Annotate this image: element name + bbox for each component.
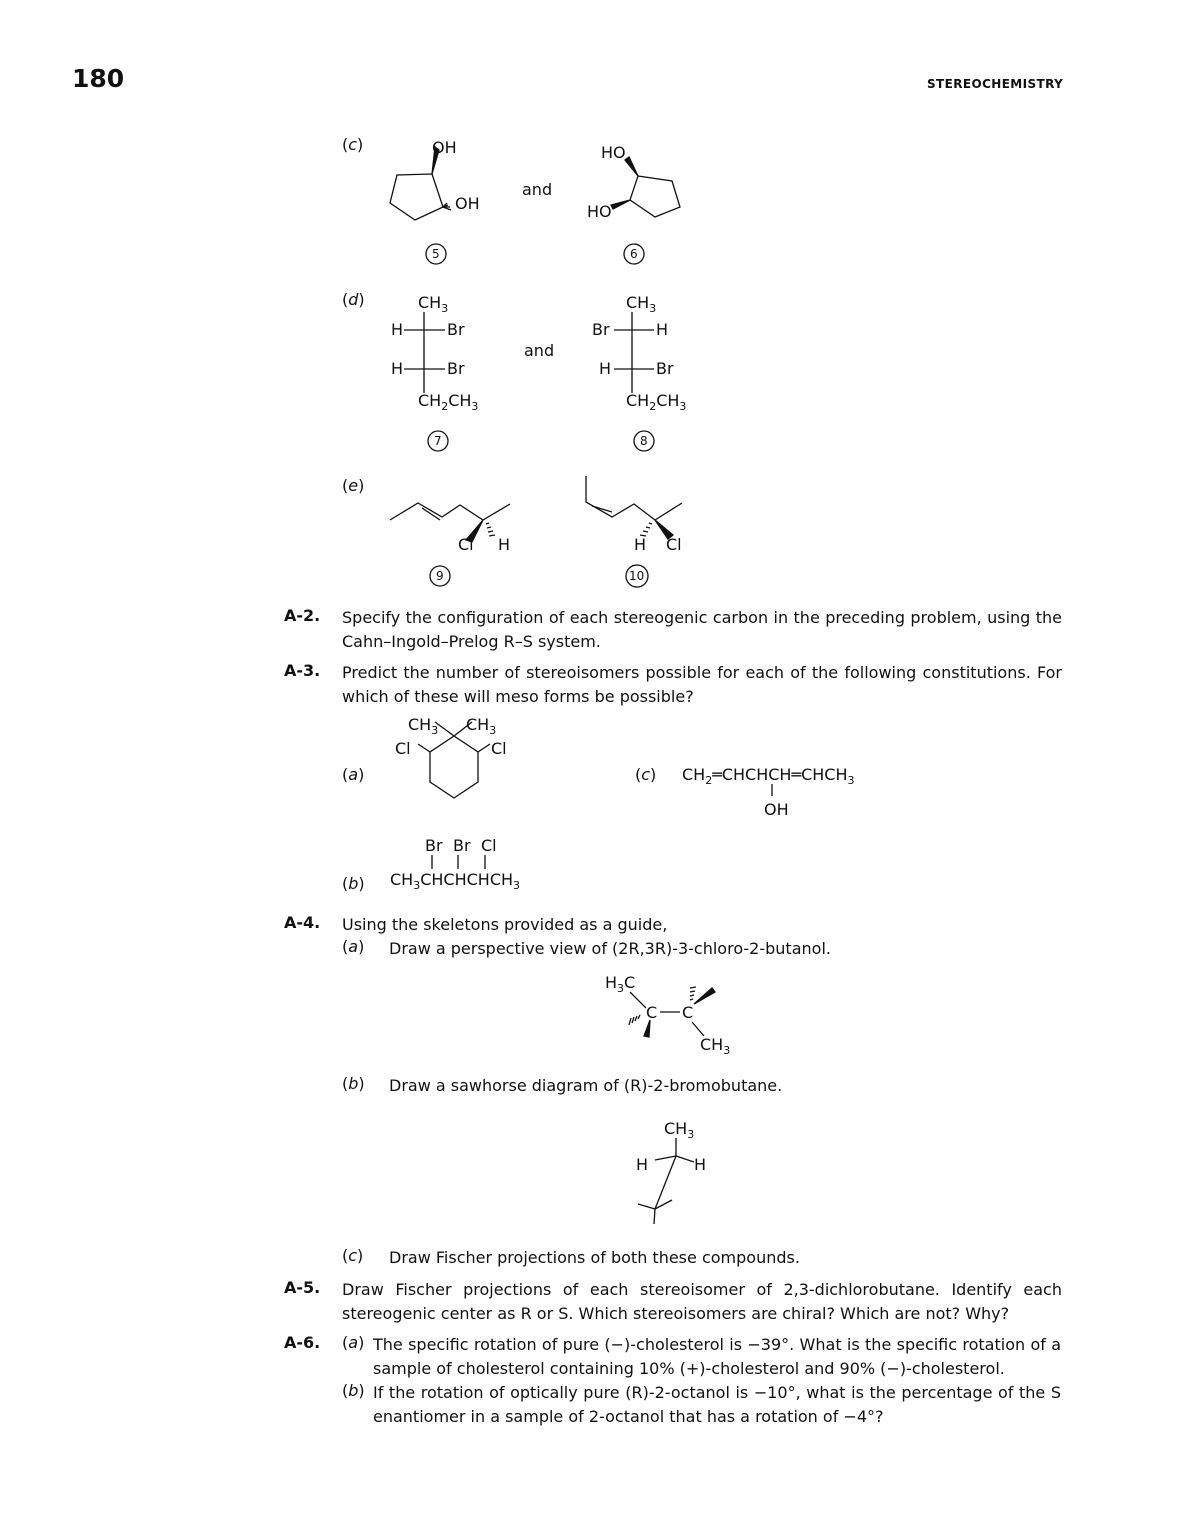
problem-a2-number: A-2. xyxy=(284,606,321,625)
part-d-label: (d) xyxy=(342,290,365,309)
chloro-hexene-9-structure xyxy=(388,490,528,560)
svg-text:C: C xyxy=(646,1003,658,1022)
svg-text:HO: HO xyxy=(601,143,626,162)
dichloro-dimethylcyclohexane-structure xyxy=(390,716,530,831)
part-e-label: (e) xyxy=(342,476,365,495)
svg-text:Br: Br xyxy=(447,320,465,339)
svg-text:OH: OH xyxy=(455,194,480,213)
a3-part-a-label: (a) xyxy=(342,765,365,784)
svg-text:H: H xyxy=(391,359,404,378)
running-header: STEREOCHEMISTRY xyxy=(927,77,1064,91)
compound-10-number xyxy=(624,564,650,588)
svg-text:6: 6 xyxy=(630,247,638,261)
svg-text:H: H xyxy=(498,535,511,554)
svg-text:CH3: $CH_3$ xyxy=(626,293,657,315)
a4-part-b-label: (b) xyxy=(342,1074,365,1093)
fischer-8-structure xyxy=(590,290,710,415)
problem-a5-number: A-5. xyxy=(284,1278,321,1297)
a4-part-a-label: (a) xyxy=(342,937,365,956)
a4-part-a-text: Draw a perspective view of (2R,3R)-3-chloro-2-butanol. xyxy=(389,939,831,958)
svg-text:OH: OH xyxy=(432,138,457,157)
svg-text:CH3: $CH_3$ xyxy=(466,715,497,737)
svg-text:H: H xyxy=(656,320,669,339)
svg-text:H: H xyxy=(636,1155,649,1174)
a6-part-a-text: The specific rotation of pure (−)-cholesterol is −39°. What is the specific rotation of a sample of cholesterol containing 10% (+)-cholesterol and 90% (−)-cholesterol. xyxy=(373,1335,1061,1378)
chloro-hexene-10-structure xyxy=(582,472,712,562)
problem-a6-number: A-6. xyxy=(284,1333,321,1352)
compound-9-number xyxy=(428,564,452,588)
a6-part-a-label: (a) xyxy=(342,1333,365,1352)
dibromo-chloropentane-formula xyxy=(388,834,558,899)
svg-text:Br: Br xyxy=(592,320,610,339)
perspective-skeleton xyxy=(600,970,750,1060)
problem-a3-text: Predict the number of stereoisomers possible for each of the following constitutions. For which of these will meso forms be possible? xyxy=(342,663,1062,706)
svg-text:10: 10 xyxy=(629,569,645,583)
svg-text:CH3: $CH_3$ xyxy=(700,1035,731,1057)
svg-text:HO: HO xyxy=(587,202,612,221)
svg-text:CH2CH3: $CH_2CH_3$ xyxy=(626,391,687,413)
problem-a4-number: A-4. xyxy=(284,913,321,932)
sawhorse-skeleton xyxy=(628,1114,718,1229)
svg-text:OH: OH xyxy=(764,800,789,819)
svg-text:Cl: Cl xyxy=(395,739,411,758)
fischer-7-structure xyxy=(388,290,508,415)
svg-text:CH3: $CH_3$ xyxy=(664,1119,695,1141)
svg-text:Cl: Cl xyxy=(666,535,682,554)
a3-part-c-label: (c) xyxy=(635,765,657,784)
svg-text:H: H xyxy=(694,1155,707,1174)
problem-a2-text: Specify the configuration of each stereogenic carbon in the preceding problem, using the Cahn–Ingold–Prelog R–S system. xyxy=(342,608,1062,651)
a3-part-b-label: (b) xyxy=(342,874,365,893)
a4-part-b-text: Draw a sawhorse diagram of (R)-2-bromobutane. xyxy=(389,1076,783,1095)
a4-part-c-label: (c) xyxy=(342,1246,364,1265)
svg-text:H3C: $H_3C$ xyxy=(605,973,636,995)
svg-text:CH3: $CH_3$ xyxy=(408,715,439,737)
svg-text:Cl: Cl xyxy=(491,739,507,758)
compound-8-number xyxy=(632,429,656,453)
svg-text:5: 5 xyxy=(432,247,440,261)
a6-part-b-text: If the rotation of optically pure (R)-2-octanol is −10°, what is the percentage of the S enantiomer in a sample of 2-octanol that has a rotation of −4°? xyxy=(373,1383,1061,1426)
problem-a4-text: Using the skeletons provided as a guide, xyxy=(342,915,668,934)
compound-7-number xyxy=(426,429,450,453)
hexadienol-formula xyxy=(682,760,922,825)
svg-text:Cl: Cl xyxy=(458,535,474,554)
svg-text:CH2CH3: $CH_2CH_3$ xyxy=(418,391,479,413)
svg-text:CH2═CHCHCH═CHCH3: $CH_2═CHCHCH═CHCH_3$ xyxy=(682,765,855,787)
svg-text:8: 8 xyxy=(640,434,648,448)
svg-text:H: H xyxy=(599,359,612,378)
cyclopentanediol-6-structure xyxy=(585,140,705,230)
a4-part-c-text: Draw Fischer projections of both these compounds. xyxy=(389,1248,800,1267)
compound-6-number xyxy=(622,242,646,266)
svg-text:Br: Br xyxy=(656,359,674,378)
part-c-label: (c) xyxy=(342,135,364,154)
a6-part-b-label: (b) xyxy=(342,1381,365,1400)
svg-text:9: 9 xyxy=(436,569,444,583)
problem-a3-number: A-3. xyxy=(284,661,321,680)
svg-text:H: H xyxy=(634,535,647,554)
svg-text:CH3: $CH_3$ xyxy=(418,293,449,315)
svg-text:Br: Br xyxy=(425,836,443,855)
svg-text:Br: Br xyxy=(453,836,471,855)
cyclopentanediol-5-structure xyxy=(385,135,495,225)
svg-text:C: C xyxy=(682,1003,694,1022)
problem-a5-text: Draw Fischer projections of each stereoisomer of 2,3-dichlorobutane. Identify each stereogenic center as R or S. Which stereoisomers are chiral? Which are not? Why? xyxy=(342,1280,1062,1323)
svg-text:Cl: Cl xyxy=(481,836,497,855)
page-number: 180 xyxy=(72,64,125,93)
svg-text:H: H xyxy=(391,320,404,339)
compound-5-number xyxy=(424,242,448,266)
part-c-and: and xyxy=(522,180,553,199)
part-d-and: and xyxy=(524,341,555,360)
svg-text:7: 7 xyxy=(434,434,442,448)
svg-text:CH3CHCHCHCH3: $CH_3CHCHCHCH_3$ xyxy=(390,870,521,892)
svg-text:Br: Br xyxy=(447,359,465,378)
